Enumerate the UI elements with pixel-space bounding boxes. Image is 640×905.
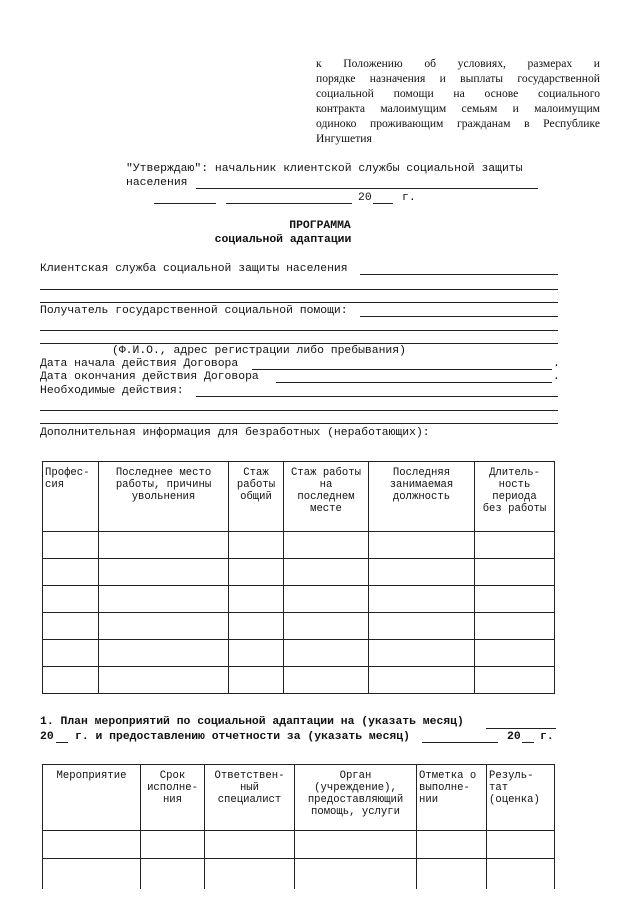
plan-year-line-2[interactable] bbox=[522, 742, 534, 743]
recipient-hint: (Ф.И.О., адрес регистрации либо пребывания) bbox=[112, 345, 406, 357]
work-history-header-row bbox=[43, 462, 555, 532]
document-title: ПРОГРАММА bbox=[289, 220, 351, 232]
contract-start-label: Дата начала действия Договора bbox=[40, 358, 239, 370]
contract-end-label: Дата окончания действия Договора bbox=[40, 371, 259, 383]
col-header-last-place-experience: Стаж работы на последнем месте bbox=[284, 462, 369, 532]
recipient-line-2[interactable] bbox=[40, 330, 558, 331]
col-header-last-workplace: Последнее место работы, причины увольнения bbox=[99, 462, 229, 532]
table-cell[interactable] bbox=[475, 640, 555, 667]
plan-line-2: г. и предоставлению отчетности за (указать месяц) bbox=[75, 731, 410, 743]
table-cell[interactable] bbox=[487, 859, 555, 889]
work-history-table bbox=[42, 461, 555, 694]
table-cell[interactable] bbox=[475, 667, 555, 694]
activities-header-row bbox=[43, 765, 555, 831]
recipient-label: Получатель государственной социальной помощи: bbox=[40, 305, 348, 317]
required-actions-line-3[interactable] bbox=[40, 423, 558, 424]
table-cell[interactable] bbox=[475, 586, 555, 613]
col-header-last-position: Последняя занимаемая должность bbox=[369, 462, 475, 532]
table-cell[interactable] bbox=[229, 613, 284, 640]
required-actions-label: Необходимые действия: bbox=[40, 385, 184, 397]
col-header-completion-mark: Отметка о выполне- нии bbox=[417, 765, 487, 831]
header-note-line: к Положению об условиях, размерах и bbox=[316, 57, 600, 70]
table-row bbox=[43, 586, 555, 613]
table-cell[interactable] bbox=[284, 613, 369, 640]
table-cell[interactable] bbox=[417, 859, 487, 889]
plan-year-line-1[interactable] bbox=[56, 742, 68, 743]
table-cell[interactable] bbox=[295, 831, 417, 859]
table-cell[interactable] bbox=[43, 613, 99, 640]
header-note-line: Ингушетия bbox=[316, 132, 372, 145]
table-cell[interactable] bbox=[43, 586, 99, 613]
table-cell[interactable] bbox=[417, 831, 487, 859]
approval-year-prefix: 20 bbox=[358, 192, 372, 204]
table-cell[interactable] bbox=[99, 559, 229, 586]
table-cell[interactable] bbox=[205, 831, 295, 859]
table-row bbox=[43, 831, 555, 859]
table-cell[interactable] bbox=[369, 586, 475, 613]
col-header-provider: Орган (учреждение), предоставляющий помощь, услуги bbox=[295, 765, 417, 831]
required-actions-line-2[interactable] bbox=[40, 410, 558, 411]
recipient-line[interactable] bbox=[360, 316, 558, 317]
approval-line-1: "Утверждаю": начальник клиентской службы социальной защиты bbox=[126, 163, 523, 175]
table-row bbox=[43, 667, 555, 694]
approval-day-line[interactable] bbox=[154, 203, 216, 204]
table-cell[interactable] bbox=[99, 613, 229, 640]
table-row bbox=[43, 532, 555, 559]
document-subtitle: социальной адаптации bbox=[214, 234, 352, 246]
table-cell[interactable] bbox=[229, 586, 284, 613]
plan-report-month-line[interactable] bbox=[422, 742, 498, 743]
contract-start-dot: . bbox=[553, 358, 560, 370]
approval-year-suffix: г. bbox=[402, 192, 416, 204]
header-note bbox=[316, 56, 600, 146]
table-cell[interactable] bbox=[284, 586, 369, 613]
table-cell[interactable] bbox=[43, 831, 141, 859]
col-header-profession: Профес- сия bbox=[43, 462, 99, 532]
table-row bbox=[43, 859, 555, 889]
table-cell[interactable] bbox=[475, 532, 555, 559]
table-cell[interactable] bbox=[229, 640, 284, 667]
table-cell[interactable] bbox=[229, 667, 284, 694]
table-cell[interactable] bbox=[229, 532, 284, 559]
table-cell[interactable] bbox=[43, 640, 99, 667]
table-cell[interactable] bbox=[99, 667, 229, 694]
table-cell[interactable] bbox=[369, 613, 475, 640]
table-cell[interactable] bbox=[369, 640, 475, 667]
recipient-line-3[interactable] bbox=[40, 343, 558, 344]
col-header-result: Резуль- тат (оценка) bbox=[487, 765, 555, 831]
client-service-line-3[interactable] bbox=[40, 302, 558, 303]
table-cell[interactable] bbox=[369, 667, 475, 694]
table-cell[interactable] bbox=[99, 640, 229, 667]
table-cell[interactable] bbox=[295, 859, 417, 889]
header-note-line: одиноко проживающим гражданам в Республике bbox=[316, 117, 600, 130]
header-note-line: контракта малоимущим семьям и малоимущим bbox=[316, 102, 600, 115]
table-cell[interactable] bbox=[369, 559, 475, 586]
table-cell[interactable] bbox=[369, 532, 475, 559]
col-header-unemployment-duration: Длитель- ность периода без работы bbox=[475, 462, 555, 532]
client-service-label: Клиентская служба социальной защиты населения bbox=[40, 263, 348, 275]
activities-plan-table bbox=[42, 764, 555, 889]
table-cell[interactable] bbox=[284, 559, 369, 586]
table-cell[interactable] bbox=[205, 859, 295, 889]
table-cell[interactable] bbox=[43, 559, 99, 586]
additional-info-label: Дополнительная информация для безработных (неработающих): bbox=[40, 427, 430, 439]
client-service-line[interactable] bbox=[360, 274, 558, 275]
required-actions-line[interactable] bbox=[196, 396, 558, 397]
plan-year-suffix: г. bbox=[540, 731, 554, 743]
col-header-responsible: Ответствен- ный специалист bbox=[205, 765, 295, 831]
table-cell[interactable] bbox=[284, 640, 369, 667]
table-cell[interactable] bbox=[141, 831, 205, 859]
header-note-line: социальной помощи на основе социального bbox=[316, 87, 600, 100]
header-note-line: порядке назначения и выплаты государственной bbox=[316, 72, 600, 85]
plan-month-line[interactable] bbox=[486, 728, 556, 729]
approval-year-line[interactable] bbox=[373, 203, 393, 204]
table-cell[interactable] bbox=[141, 859, 205, 889]
contract-start-line[interactable] bbox=[252, 369, 552, 370]
table-cell[interactable] bbox=[475, 613, 555, 640]
table-cell[interactable] bbox=[99, 532, 229, 559]
approval-month-line[interactable] bbox=[226, 203, 352, 204]
plan-year-prefix-1: 20 bbox=[40, 731, 54, 743]
col-header-activity: Мероприятие bbox=[43, 765, 141, 831]
approval-line-2: населения bbox=[126, 177, 188, 189]
col-header-deadline: Срок исполне- ния bbox=[141, 765, 205, 831]
table-cell[interactable] bbox=[487, 831, 555, 859]
client-service-line-2[interactable] bbox=[40, 289, 558, 290]
table-cell[interactable] bbox=[43, 859, 141, 889]
table-cell[interactable] bbox=[475, 559, 555, 586]
table-cell[interactable] bbox=[99, 586, 229, 613]
table-cell[interactable] bbox=[284, 532, 369, 559]
table-cell[interactable] bbox=[43, 532, 99, 559]
plan-year-prefix-2: 20 bbox=[507, 731, 521, 743]
contract-end-line[interactable] bbox=[276, 382, 552, 383]
table-cell[interactable] bbox=[43, 667, 99, 694]
table-row bbox=[43, 613, 555, 640]
table-cell[interactable] bbox=[229, 559, 284, 586]
table-row bbox=[43, 559, 555, 586]
contract-end-dot: . bbox=[553, 371, 560, 383]
table-cell[interactable] bbox=[284, 667, 369, 694]
approval-name-line[interactable] bbox=[196, 188, 538, 189]
table-row bbox=[43, 640, 555, 667]
col-header-total-experience: Стаж работы общий bbox=[229, 462, 284, 532]
plan-line-1: 1. План мероприятий по социальной адаптации на (указать месяц) bbox=[40, 716, 464, 728]
